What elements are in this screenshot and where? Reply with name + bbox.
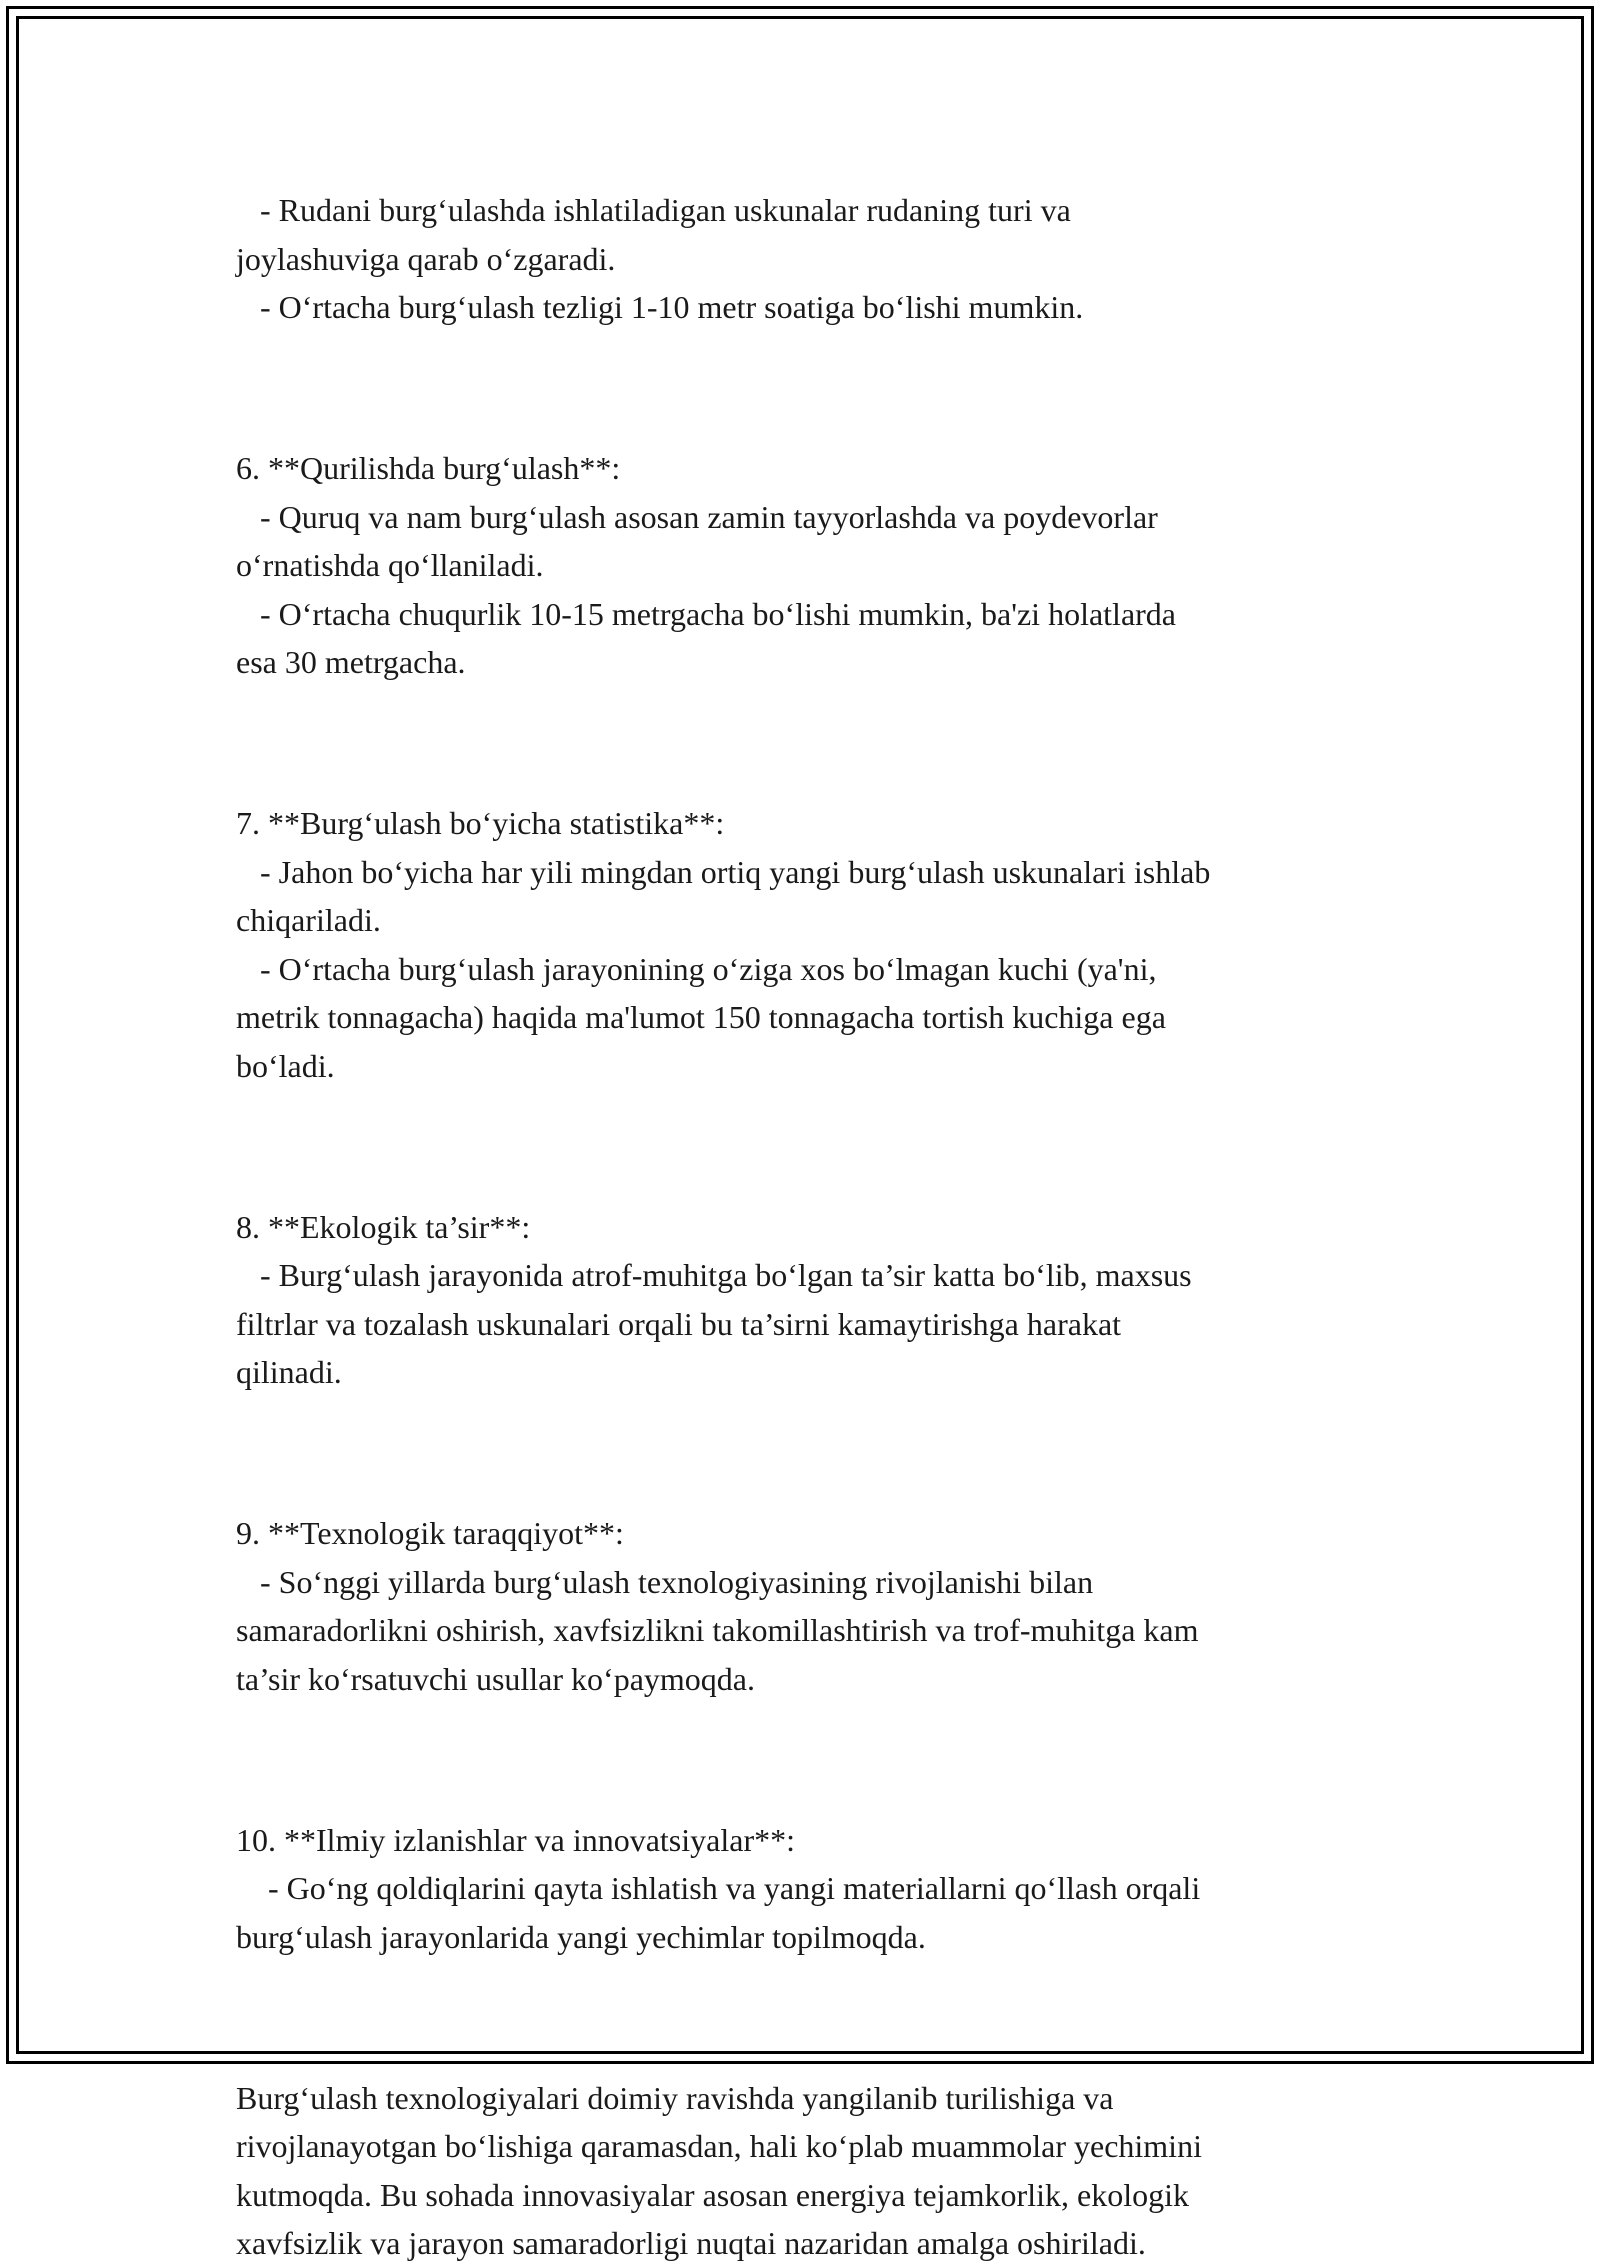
text-line: joylashuviga qarab o‘zgaradi. bbox=[236, 240, 616, 277]
text-line: ta’sir ko‘rsatuvchi usullar ko‘paymoqda. bbox=[236, 1660, 755, 1697]
text-line: qilinadi. bbox=[236, 1354, 342, 1390]
text-line: 9. **Texnologik taraqqiyot**: bbox=[236, 1515, 624, 1551]
text-line: 10. **Ilmiy izlanishlar va innovatsiyalar**: bbox=[236, 1821, 795, 1858]
text-line: - Jahon bo‘yicha har yili mingdan ortiq yangi burg‘ulash uskunalari ishlab bbox=[236, 853, 1211, 890]
text-line: 7. **Burg‘ulash bo‘yicha statistika**: bbox=[236, 805, 725, 841]
paragraph-spacer bbox=[236, 719, 1366, 768]
text-line: - O‘rtacha burg‘ulash jarayonining o‘ziga xos bo‘lmagan kuchi (ya'ni, bbox=[236, 950, 1157, 987]
paragraph-spacer bbox=[236, 1735, 1366, 1784]
text-line: metrik tonnagacha) haqida ma'lumot 150 tonnagacha tortish kuchiga ega bbox=[236, 999, 1166, 1035]
text-line: - O‘rtacha chuqurlik 10-15 metrgacha bo‘lishi mumkin, ba'zi holatlarda bbox=[236, 595, 1176, 632]
text-line: 8. **Ekologik ta’sir**: bbox=[236, 1208, 531, 1245]
text-line: o‘rnatishda qo‘llaniladi. bbox=[236, 547, 544, 583]
text-line: kutmoqda. Bu sohada innovasiyalar asosan energiya tejamkorlik, ekologik bbox=[236, 2176, 1189, 2213]
paragraph-spacer bbox=[236, 1429, 1366, 1478]
text-line: 6. **Qurilishda burg‘ulash**: bbox=[236, 450, 621, 486]
text-line: bo‘ladi. bbox=[236, 1047, 335, 1084]
text-line: - Quruq va nam burg‘ulash asosan zamin tayyorlashda va poydevorlar bbox=[236, 498, 1158, 535]
paragraph-spacer bbox=[236, 364, 1366, 413]
text-line: - Go‘ng qoldiqlarini qayta ishlatish va yangi materiallarni qo‘llash orqali bbox=[236, 1870, 1201, 1906]
text-line: - So‘nggi yillarda burg‘ulash texnologiyasining rivojlanishi bilan bbox=[236, 1563, 1094, 1600]
text-line: esa 30 metrgacha. bbox=[236, 644, 466, 680]
text-line: burg‘ulash jarayonlarida yangi yechimlar topilmoqda. bbox=[236, 1918, 926, 1955]
text-line: Burg‘ulash texnologiyalari doimiy ravishda yangilanib turilishiga va bbox=[236, 2079, 1114, 2116]
document-body bbox=[236, 186, 1366, 2268]
text-line: - Rudani burg‘ulashda ishlatiladigan uskunalar rudaning turi va bbox=[236, 192, 1071, 228]
text-line: xavfsizlik va jarayon samaradorligi nuqtai nazaridan amalga oshiriladi. bbox=[236, 2225, 1146, 2261]
text-line: samaradorlikni oshirish, xavfsizlikni takomillashtirish va trof-muhitga kam bbox=[236, 1612, 1199, 1648]
text-line: chiqariladi. bbox=[236, 902, 381, 938]
paragraph-spacer bbox=[236, 1993, 1366, 2042]
text-line: filtrlar va tozalash uskunalari orqali bu ta’sirni kamaytirishga harakat bbox=[236, 1305, 1122, 1342]
text-line: - Burg‘ulash jarayonida atrof-muhitga bo‘lgan ta’sir katta bo‘lib, maxsus bbox=[236, 1257, 1192, 1293]
text-line: rivojlanayotgan bo‘lishiga qaramasdan, hali ko‘plab muammolar yechimini bbox=[236, 2128, 1202, 2164]
paragraph-spacer bbox=[236, 1122, 1366, 1171]
text-line: - O‘rtacha burg‘ulash tezligi 1-10 metr soatiga bo‘lishi mumkin. bbox=[236, 289, 1084, 325]
